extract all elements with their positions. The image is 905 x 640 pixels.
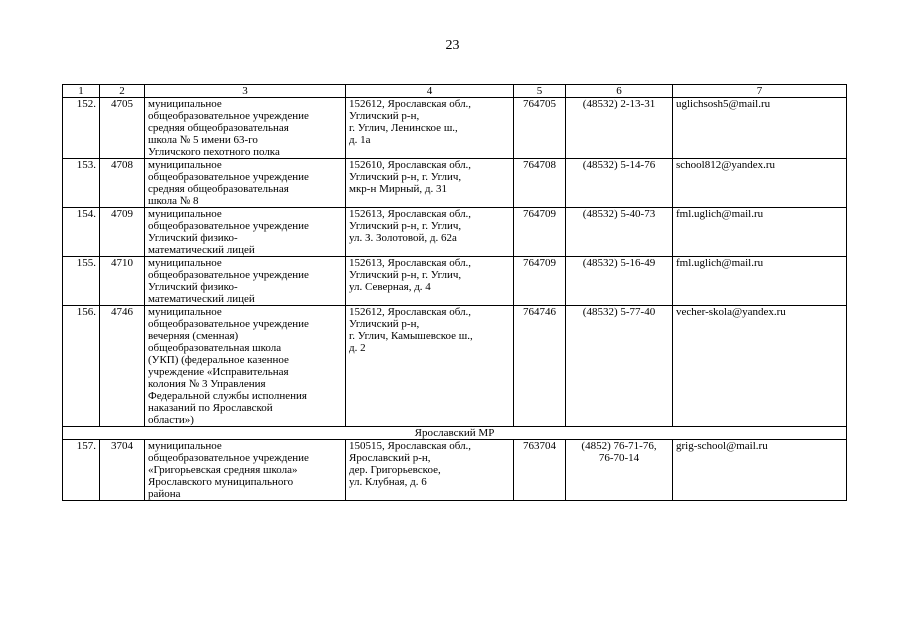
postal-index: 764709 xyxy=(514,257,566,306)
phone-number xyxy=(566,98,673,159)
school-name xyxy=(145,440,346,501)
school-name-line: муниципальное xyxy=(148,159,222,171)
column-header: 6 xyxy=(566,85,673,98)
school-address xyxy=(346,159,514,208)
school-code: 3704 xyxy=(100,440,145,501)
email-address: fml.uglich@mail.ru xyxy=(673,257,847,306)
school-name xyxy=(145,306,346,427)
page-number: 23 xyxy=(445,38,460,53)
school-code: 4710 xyxy=(100,257,145,306)
address-line: 152613, Ярославская обл., xyxy=(349,208,472,220)
column-header: 5 xyxy=(514,85,566,98)
address-line: 152612, Ярославская обл., xyxy=(349,98,472,110)
school-name-line: математический лицей xyxy=(148,244,255,256)
postal-index: 763704 xyxy=(514,440,566,501)
school-name-line: Угличского пехотного полка xyxy=(148,146,280,158)
address-line: ул. З. Золотовой, д. 62а xyxy=(349,232,457,244)
row-number: 155. xyxy=(63,257,100,306)
school-name-line: средняя общеобразовательная xyxy=(148,183,289,195)
address-line: 152612, Ярославская обл., xyxy=(349,306,472,318)
school-address xyxy=(346,257,514,306)
school-name-line: общеобразовательное учреждение xyxy=(148,220,309,232)
school-name-line: общеобразовательное учреждение xyxy=(148,318,309,330)
school-name-line: общеобразовательное учреждение xyxy=(148,269,309,281)
school-name-line: общеобразовательное учреждение xyxy=(148,452,309,464)
school-name-line: Угличский физико- xyxy=(148,281,238,293)
row-number: 154. xyxy=(63,208,100,257)
section-label: Ярославский МР xyxy=(63,427,847,440)
email-address: fml.uglich@mail.ru xyxy=(673,208,847,257)
row-number: 153. xyxy=(63,159,100,208)
school-name-line: муниципальное xyxy=(148,440,222,452)
school-name-line: общеобразовательное учреждение xyxy=(148,110,309,122)
email-address: uglichsosh5@mail.ru xyxy=(673,98,847,159)
school-name-line: математический лицей xyxy=(148,293,255,305)
school-name xyxy=(145,208,346,257)
school-name-line: колония № 3 Управления xyxy=(148,378,266,390)
postal-index: 764705 xyxy=(514,98,566,159)
table-row xyxy=(63,98,847,159)
phone-number xyxy=(566,159,673,208)
phone-line: (48532) 5-14-76 xyxy=(582,159,656,171)
postal-index: 764746 xyxy=(514,306,566,427)
school-name xyxy=(145,159,346,208)
school-code: 4705 xyxy=(100,98,145,159)
school-name xyxy=(145,257,346,306)
email-address: school812@yandex.ru xyxy=(673,159,847,208)
school-name-line: учреждение «Исправительная xyxy=(148,366,289,378)
phone-number xyxy=(566,306,673,427)
school-name-line: муниципальное xyxy=(148,306,222,318)
address-line: д. 2 xyxy=(349,342,366,354)
phone-line: 76-70-14 xyxy=(598,452,640,464)
address-line: Угличский р-н, г. Углич, xyxy=(349,220,462,232)
school-name-line: Ярославского муниципального xyxy=(148,476,294,488)
row-number: 157. xyxy=(63,440,100,501)
school-name-line: общеобразовательная школа xyxy=(148,342,282,354)
phone-line: (48532) 5-40-73 xyxy=(582,208,656,220)
school-name-line: Угличский физико- xyxy=(148,232,238,244)
address-line: ул. Северная, д. 4 xyxy=(349,281,431,293)
school-address xyxy=(346,98,514,159)
school-code: 4708 xyxy=(100,159,145,208)
school-code: 4746 xyxy=(100,306,145,427)
school-address xyxy=(346,440,514,501)
school-name-line: муниципальное xyxy=(148,98,222,110)
table-row xyxy=(63,440,847,501)
phone-line: (48532) 5-77-40 xyxy=(582,306,656,318)
address-line: дер. Григорьевское, xyxy=(349,464,441,476)
school-name-line: района xyxy=(148,488,181,500)
school-address xyxy=(346,306,514,427)
address-line: Угличский р-н, xyxy=(349,318,420,330)
school-name xyxy=(145,98,346,159)
address-line: 152610, Ярославская обл., xyxy=(349,159,472,171)
school-address xyxy=(346,208,514,257)
table-row xyxy=(63,208,847,257)
postal-index: 764708 xyxy=(514,159,566,208)
phone-number xyxy=(566,208,673,257)
table-row xyxy=(63,159,847,208)
phone-line: (48532) 5-16-49 xyxy=(582,257,656,269)
school-name-line: муниципальное xyxy=(148,257,222,269)
school-name-line: наказаний по Ярославской xyxy=(148,402,273,414)
column-header: 2 xyxy=(100,85,145,98)
address-line: Угличский р-н, xyxy=(349,110,420,122)
address-line: Угличский р-н, г. Углич, xyxy=(349,171,462,183)
address-line: 150515, Ярославская обл., xyxy=(349,440,472,452)
row-number: 152. xyxy=(63,98,100,159)
phone-line: (4852) 76-71-76, xyxy=(581,440,657,452)
email-address: grig-school@mail.ru xyxy=(673,440,847,501)
column-header: 1 xyxy=(63,85,100,98)
email-address: vecher-skola@yandex.ru xyxy=(673,306,847,427)
schools-table xyxy=(62,84,847,501)
school-code: 4709 xyxy=(100,208,145,257)
address-line: ул. Клубная, д. 6 xyxy=(349,476,427,488)
school-name-line: общеобразовательное учреждение xyxy=(148,171,309,183)
address-line: 152613, Ярославская обл., xyxy=(349,257,472,269)
address-line: г. Углич, Ленинское ш., xyxy=(349,122,458,134)
school-name-line: (УКП) (федеральное казенное xyxy=(148,354,289,366)
section-row xyxy=(63,427,847,440)
school-name-line: средняя общеобразовательная xyxy=(148,122,289,134)
column-header: 3 xyxy=(145,85,346,98)
school-name-line: школа № 5 имени 63-го xyxy=(148,134,258,146)
school-name-line: вечерняя (сменная) xyxy=(148,330,239,342)
school-name-line: Федеральной службы исполнения xyxy=(148,390,307,402)
school-name-line: «Григорьевская средняя школа» xyxy=(148,464,298,476)
column-header: 7 xyxy=(673,85,847,98)
column-header: 4 xyxy=(346,85,514,98)
address-line: Угличский р-н, г. Углич, xyxy=(349,269,462,281)
school-name-line: муниципальное xyxy=(148,208,222,220)
phone-number xyxy=(566,440,673,501)
column-number-row xyxy=(63,85,847,98)
phone-number xyxy=(566,257,673,306)
school-name-line: области») xyxy=(148,414,194,426)
address-line: Ярославский р-н, xyxy=(349,452,431,464)
school-name-line: школа № 8 xyxy=(148,195,199,207)
address-line: г. Углич, Камышевское ш., xyxy=(349,330,473,342)
address-line: д. 1а xyxy=(349,134,371,146)
postal-index: 764709 xyxy=(514,208,566,257)
table-row xyxy=(63,257,847,306)
phone-line: (48532) 2-13-31 xyxy=(582,98,656,110)
row-number: 156. xyxy=(63,306,100,427)
table-row xyxy=(63,306,847,427)
address-line: мкр-н Мирный, д. 31 xyxy=(349,183,448,195)
